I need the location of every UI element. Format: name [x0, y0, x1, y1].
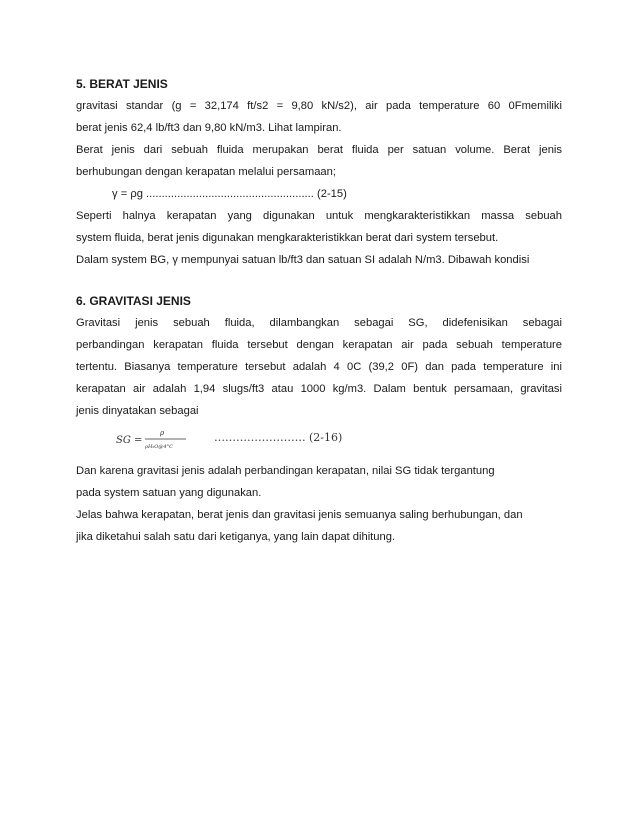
specific-gravity-formula [116, 426, 188, 452]
equation-2-16 [76, 426, 562, 454]
paragraph-line: berat jenis 62,4 lb/ft3 dan 9,80 kN/m3. Lihat lampiran. [76, 122, 342, 134]
paragraph-line: kerapatan air adalah 1,94 slugs/ft3 atau 1000 kg/m3. Dalam bentuk persamaan, gravitasi [76, 383, 562, 395]
paragraph-line: pada system satuan yang digunakan. [76, 487, 262, 499]
document-body [76, 73, 562, 548]
formula-lhs: SG = [116, 435, 143, 446]
paragraph-line: Seperti halnya kerapatan yang digunakan untuk mengkarakteristikkan massa sebuah [76, 210, 562, 222]
formula-numerator: ρ [160, 429, 165, 437]
paragraph-line: perbandingan kerapatan fluida tersebut dengan kerapatan air pada sebuah temperature [76, 339, 562, 351]
paragraph-line: tertentu. Biasanya temperature tersebut adalah 4 0C (39,2 0F) dan pada temperature ini [76, 361, 562, 373]
paragraph-line: Dalam system BG, γ mempunyai satuan lb/ft3 dan satuan SI adalah N/m3. Dibawah kondisi [76, 254, 530, 266]
paragraph-line: Jelas bahwa kerapatan, berat jenis dan gravitasi jenis semuanya saling berhubungan, dan [76, 509, 523, 521]
paragraph-line: system fluida, berat jenis digunakan mengkarakteristikkan berat dari system tersebut. [76, 232, 499, 244]
section-heading-gravitasi-jenis: 6. GRAVITASI JENIS [76, 294, 191, 308]
paragraph-line: jika diketahui salah satu dari ketiganya, yang lain dapat dihitung. [76, 531, 396, 543]
section-spacer [76, 271, 562, 290]
formula-denominator: ρH₂O@4°C [145, 444, 173, 450]
formula-number: ……………………. (2-16) [214, 431, 343, 444]
paragraph-line: gravitasi standar (g = 32,174 ft/s2 = 9,80 kN/s2), air pada temperature 60 0Fmemiliki [76, 100, 562, 112]
paragraph-line: Berat jenis dari sebuah fluida merupakan berat fluida per satuan volume. Berat jenis [76, 144, 562, 156]
paragraph-line: Dan karena gravitasi jenis adalah perbandingan kerapatan, nilai SG tidak tergantung [76, 465, 495, 477]
equation-2-15: γ = ρg ...................................................... (2-15) [112, 188, 347, 200]
section-heading-berat-jenis: 5. BERAT JENIS [76, 77, 168, 91]
paragraph-line: berhubungan dengan kerapatan melalui persamaan; [76, 166, 336, 178]
paragraph-line: Gravitasi jenis sebuah fluida, dilambangkan sebagai SG, didefenisikan sebagai [76, 317, 562, 329]
paragraph-line: jenis dinyatakan sebagai [76, 405, 199, 417]
